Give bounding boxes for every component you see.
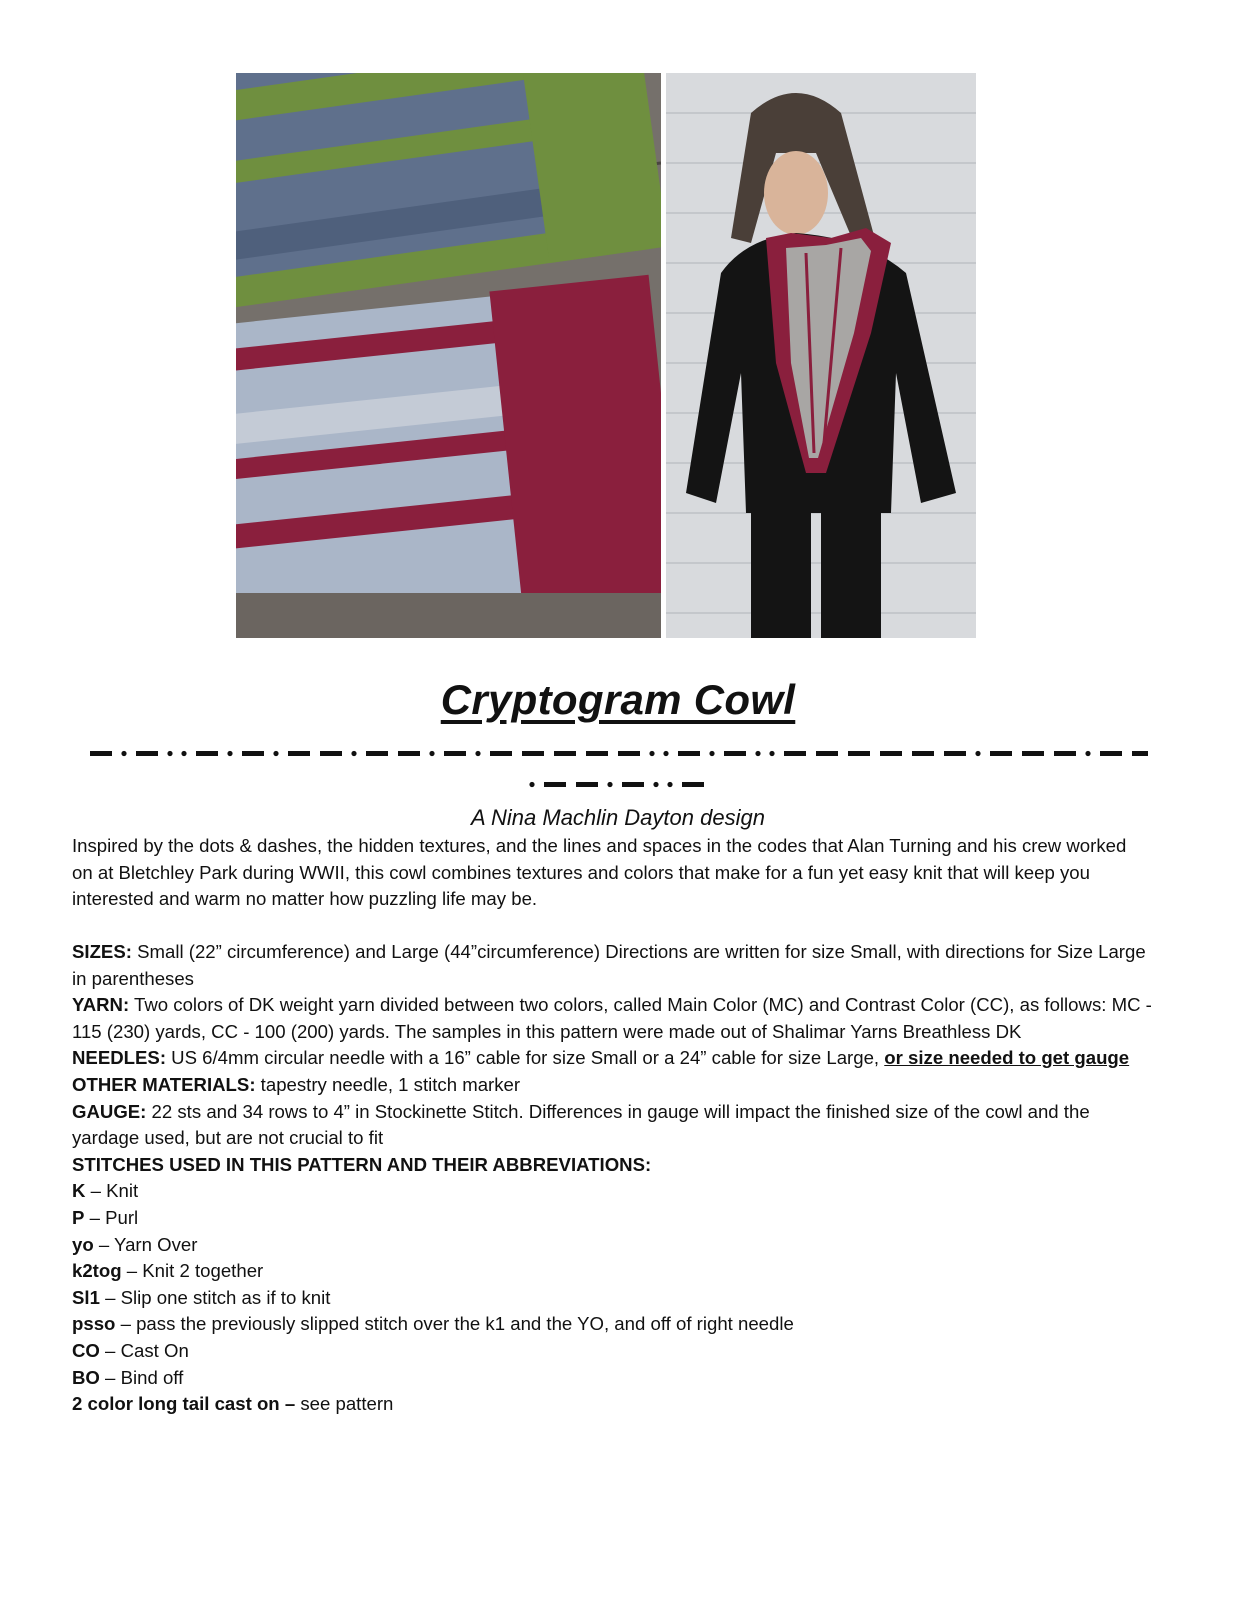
morse-dash xyxy=(242,751,264,756)
morse-dash xyxy=(1132,751,1148,756)
abbr-term: BO xyxy=(72,1366,100,1388)
stitches-heading: STITCHES USED IN THIS PATTERN AND THEIR ABBREVIATIONS: xyxy=(72,1153,652,1175)
morse-dash xyxy=(398,751,420,756)
morse-dash xyxy=(366,751,388,756)
yarn-label: YARN: xyxy=(72,994,130,1016)
abbr-sep: – xyxy=(99,1339,121,1361)
abbr-meaning: Slip one stitch as if to knit xyxy=(120,1286,331,1308)
morse-dot xyxy=(975,751,980,756)
cowl-closeup-photo xyxy=(236,73,661,638)
morse-dot xyxy=(475,751,480,756)
abbr-row xyxy=(72,1311,1152,1338)
morse-dash xyxy=(678,751,700,756)
abbr-meaning: Knit 2 together xyxy=(142,1260,264,1282)
model-image xyxy=(666,73,976,638)
intro-text: Inspired by the dots & dashes, the hidden textures, and the lines and spaces in the codes that Alan Turning and his crew worked on at Bletchley Park during WWII, this cowl combines textures and colors that make for a fun yet easy knit that will keep you interested and warm no matter how puzzling life may be. xyxy=(72,835,1127,910)
morse-dash xyxy=(816,751,838,756)
needles-line xyxy=(72,1045,1152,1072)
pattern-title: Cryptogram Cowl xyxy=(440,676,796,723)
abbr-term: psso xyxy=(72,1313,116,1335)
abbr-term: 2 color long tail cast on – xyxy=(72,1393,296,1415)
intro-paragraph xyxy=(72,833,1152,913)
gauge-text: 22 sts and 34 rows to 4” in Stockinette Stitch. Differences in gauge will impact the finished size of the cowl and the yardage used, but are not crucial to fit xyxy=(72,1100,1090,1149)
morse-dash xyxy=(554,751,576,756)
morse-dot xyxy=(181,751,186,756)
morse-dash xyxy=(622,782,644,787)
designer-credit: A Nina Machlin Dayton design xyxy=(471,805,765,830)
morse-code-divider xyxy=(88,745,1148,763)
abbr-row xyxy=(72,1232,1152,1259)
morse-dot xyxy=(273,751,278,756)
model-wearing-cowl-photo xyxy=(666,73,976,638)
morse-dash xyxy=(522,751,544,756)
sizes-text: Small (22” circumference) and Large (44”circumference) Directions are written for size Small, with directions for Size Large in parentheses xyxy=(72,941,1146,989)
abbr-meaning: Cast On xyxy=(120,1339,189,1361)
morse-dash xyxy=(724,751,746,756)
abbr-meaning: Bind off xyxy=(120,1366,184,1388)
yarn-line xyxy=(72,992,1152,1045)
morse-dot xyxy=(351,751,356,756)
morse-dash xyxy=(576,782,598,787)
abbr-term: k2tog xyxy=(72,1260,122,1282)
other-materials-text: tapestry needle, 1 stitch marker xyxy=(255,1073,521,1095)
morse-dot xyxy=(663,751,668,756)
abbr-sep: – xyxy=(85,1180,107,1202)
abbr-term: yo xyxy=(72,1233,94,1255)
abbr-meaning: Yarn Over xyxy=(114,1233,198,1255)
morse-dot xyxy=(227,751,232,756)
morse-code-divider-continued xyxy=(0,776,1236,794)
sizes-line xyxy=(72,939,1152,992)
gauge-emphasis: or size needed to get gauge xyxy=(884,1047,1130,1069)
abbr-sep: – xyxy=(99,1366,121,1388)
morse-dot xyxy=(667,782,672,787)
morse-dash xyxy=(1054,751,1076,756)
abbr-row xyxy=(72,1391,1152,1418)
morse-dot xyxy=(429,751,434,756)
morse-dash xyxy=(320,751,342,756)
morse-code-line xyxy=(88,745,1148,763)
cowl-closeup-image xyxy=(236,73,661,638)
morse-dash xyxy=(880,751,902,756)
abbr-row xyxy=(72,1338,1152,1365)
abbr-sep: – xyxy=(121,1260,143,1282)
morse-dot xyxy=(653,782,658,787)
abbr-sep: – xyxy=(99,1286,121,1308)
morse-dash xyxy=(586,751,608,756)
abbr-term: K xyxy=(72,1180,86,1202)
abbr-sep: – xyxy=(93,1233,115,1255)
abbr-meaning: see pattern xyxy=(300,1393,394,1415)
morse-dot xyxy=(1085,751,1090,756)
morse-dash xyxy=(544,782,566,787)
morse-dot xyxy=(755,751,760,756)
sizes-label: SIZES: xyxy=(72,941,132,962)
abbr-row xyxy=(72,1258,1152,1285)
gauge-label: GAUGE: xyxy=(72,1100,147,1122)
morse-dot xyxy=(649,751,654,756)
morse-dot xyxy=(167,751,172,756)
abbr-term: CO xyxy=(72,1339,100,1361)
yarn-text: Two colors of DK weight yarn divided between two colors, called Main Color (MC) and Contrast Color (CC), as follows: MC - 115 (230) yards, CC - 100 (200) yards. The samples in this pattern were made out of Shalimar Yarns Breathless DK xyxy=(72,994,1152,1042)
morse-dash xyxy=(848,751,870,756)
abbr-term: Sl1 xyxy=(72,1286,100,1308)
other-materials-line xyxy=(72,1072,1152,1099)
morse-dash xyxy=(1100,751,1122,756)
morse-dash xyxy=(912,751,934,756)
abbr-row xyxy=(72,1205,1152,1232)
abbr-meaning: Knit xyxy=(106,1180,139,1202)
morse-dash xyxy=(1022,751,1044,756)
morse-dash xyxy=(990,751,1012,756)
morse-dot xyxy=(769,751,774,756)
morse-dot xyxy=(607,782,612,787)
morse-dash xyxy=(444,751,466,756)
morse-dash xyxy=(944,751,966,756)
pattern-specs xyxy=(72,939,1152,1418)
morse-code-line-short xyxy=(528,776,708,794)
abbr-row xyxy=(72,1285,1152,1312)
morse-dot xyxy=(121,751,126,756)
abbr-term: P xyxy=(72,1206,85,1228)
morse-dash xyxy=(288,751,310,756)
morse-dot xyxy=(709,751,714,756)
morse-dash xyxy=(784,751,806,756)
abbr-row xyxy=(72,1365,1152,1392)
morse-dash xyxy=(682,782,704,787)
needles-text: US 6/4mm circular needle with a 16” cable for size Small or a 24” cable for size Large, xyxy=(166,1047,885,1069)
abbr-meaning: pass the previously slipped stitch over the k1 and the YO, and off of right needle xyxy=(136,1313,794,1335)
abbr-row xyxy=(72,1178,1152,1205)
morse-dash xyxy=(90,751,112,756)
morse-dash xyxy=(196,751,218,756)
abbr-sep: – xyxy=(115,1313,137,1335)
morse-dash xyxy=(618,751,640,756)
morse-dash xyxy=(490,751,512,756)
needles-label: NEEDLES: xyxy=(72,1047,167,1069)
abbr-sep: – xyxy=(84,1206,106,1228)
gauge-line xyxy=(72,1099,1152,1152)
other-materials-label: OTHER MATERIALS: xyxy=(72,1073,256,1095)
morse-dash xyxy=(136,751,158,756)
abbr-meaning: Purl xyxy=(105,1206,139,1228)
morse-dot xyxy=(529,782,534,787)
